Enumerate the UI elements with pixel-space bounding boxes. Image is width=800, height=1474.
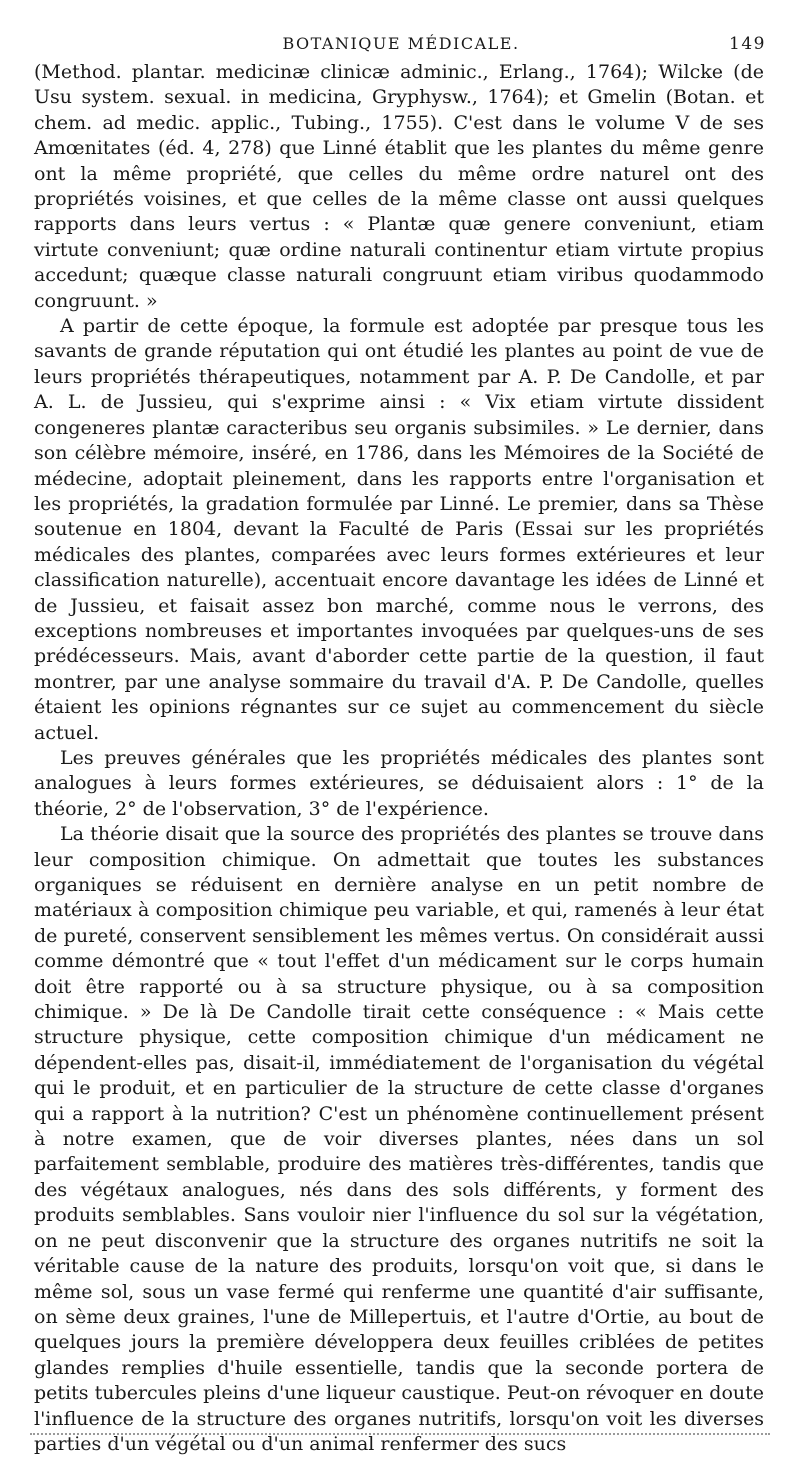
footer-rule (30, 1425, 770, 1435)
page-number: 149 (729, 34, 766, 54)
paragraph: A partir de cette époque, la formule est adoptée par presque tous les savants de grande réputation qui ont étudié les plantes au point de vue de leurs propriétés thérapeutiques, notamment par A. P. De Candolle, et par A. L. de Jussieu, qui s'exprime ainsi : « Vix etiam virtute dissident congeneres plantæ caracteribus seu organis subsimiles. » Le dernier, dans son célèbre mémoire, inséré, en 1786, dans les Mémoires de la Société de médecine, adoptait pleinement, dans les rapports entre l'organisation et les propriétés, la gradation formulée par Linné. Le premier, dans sa Thèse soutenue en 1804, devant la Faculté de Paris (Essai sur les propriétés médicales des plantes, comparées avec leurs formes extérieures et leur classification naturelle), accentuait encore davantage les idées de Linné et de Jussieu, et faisait assez bon marché, comme nous le verrons, des exceptions nombreuses et importantes invoquées par quelques-uns de ses prédécesseurs. Mais, avant d'aborder cette partie de la question, il faut montrer, par une analyse sommaire du travail d'A. P. De Candolle, quelles étaient les opinions régnantes sur ce sujet au commencement du siècle actuel. (34, 315, 764, 744)
paragraph: Les preuves générales que les propriétés médicales des plantes sont analogues à leurs formes extérieures, se déduisaient alors : 1° de la théorie, 2° de l'observation, 3° de l'expérience. (34, 746, 764, 820)
running-title: BOTANIQUE MÉDICALE. (282, 34, 520, 53)
running-header (36, 34, 766, 58)
paragraph: La théorie disait que la source des propriétés des plantes se trouve dans leur composition chimique. On admettait que toutes les substances organiques se réduisent en dernière analyse en un petit nombre de matériaux à composition chimique peu variable, et qui, ramenés à leur état de pureté, conservent sensiblement les mêmes vertus. On considérait aussi comme démontré que « tout l'effet d'un médicament sur le corps humain doit être rapporté ou à sa structure physique, ou à sa composition chimique. » De là De Candolle tirait cette conséquence : « Mais cette structure physique, cette composition chimique d'un médicament ne dépendent-elles pas, disait-il, immédiatement de l'organisation du végétal qui le produit, et en particulier de la structure de cette classe d'organes qui a rapport à la nutrition? C'est un phénomène continuellement présent à notre examen, que de voir diverses plantes, nées dans un sol parfaitement semblable, produire des matières très-différentes, tandis que des végétaux analogues, nés dans des sols différents, y forment des produits semblables. Sans vouloir nier l'influence du sol sur la végétation, on ne peut disconvenir que la structure des organes nutritifs ne soit la véritable cause de la nature des produits, lorsqu'on voit que, si dans le même sol, sous un vase fermé qui renferme une quantité d'air suffisante, on sème deux graines, l'une de Millepertuis, et l'autre d'Ortie, au bout de quelques jours la première développera deux feuilles criblées de petites glandes remplies d'huile essentielle, tandis que la seconde portera de petits tubercules pleins d'une liqueur caustique. Peut-on révoquer en doute l'influence de la structure des organes nutritifs, lorsqu'on voit les diverses parties d'un végétal ou d'un animal renfermer des sucs (34, 823, 764, 1455)
paragraph-continued: (Method. plantar. medicinæ clinicæ adminic., Erlang., 1764); Wilcke (de Usu system. sexual. in medicina, Gryphysw., 1764); et Gmelin (Botan. et chem. ad medic. applic., Tubing., 1755). C'est dans le volume V de ses Amœnitates (éd. 4, 278) que Linné établit que les plantes du même genre ont la même propriété, que celles du même ordre naturel ont des propriétés voisines, et que celles de la même classe ont aussi quelques rapports dans leurs vertus : « Plantæ quæ genere conveniunt, etiam virtute conveniunt; quæ ordine naturali continentur etiam virtute propius accedunt; quæque classe naturali congruunt etiam viribus quodammodo congruunt. » (34, 61, 764, 312)
body-text (34, 60, 764, 1457)
